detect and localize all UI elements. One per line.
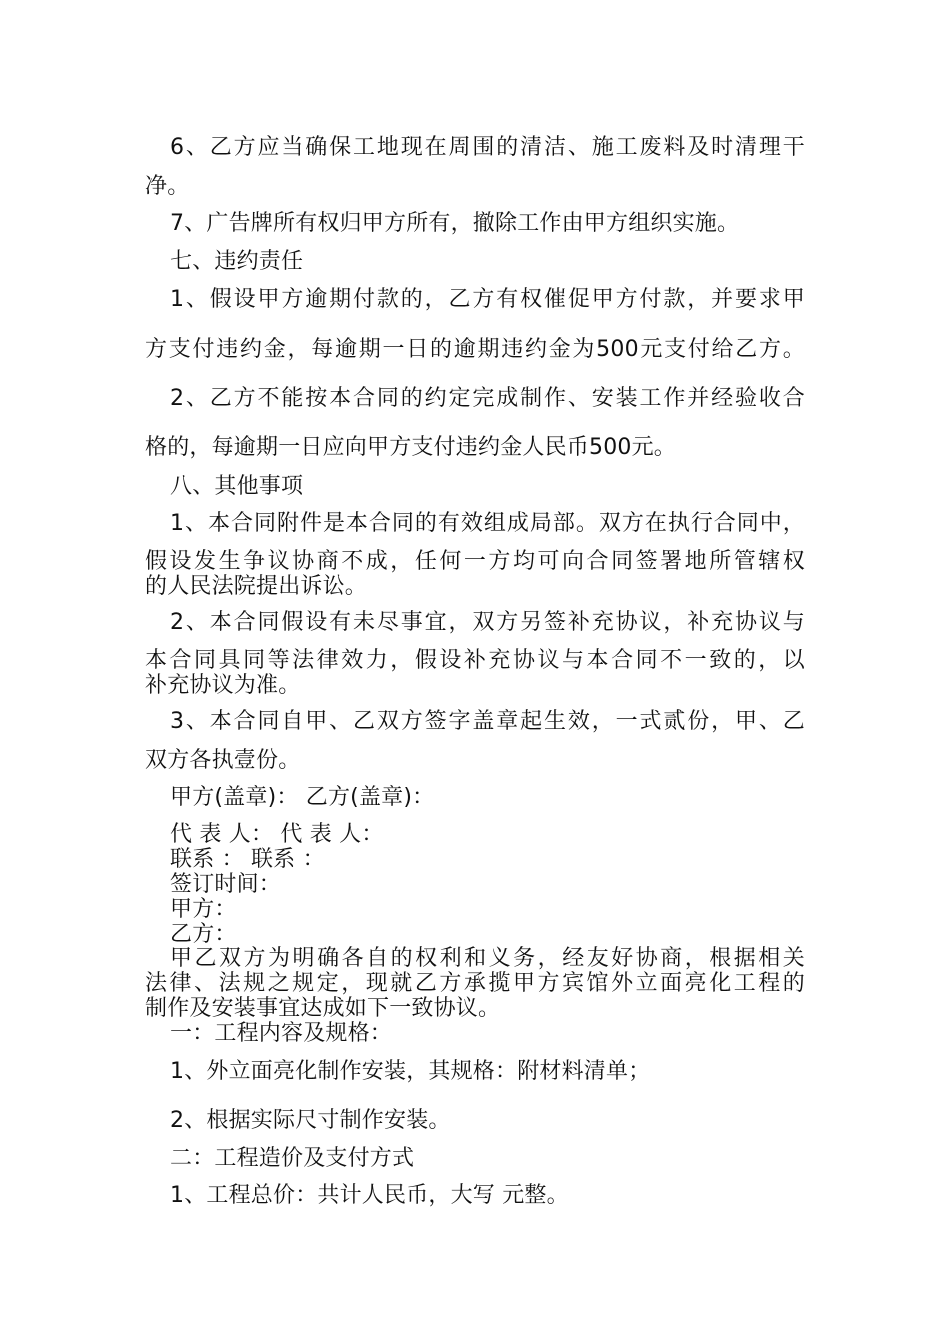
paragraph-line: 2、本合同假设有未尽事宜，双方另签补充协议，补充协议与 — [170, 610, 805, 635]
section-heading: 七、违约责任 — [170, 249, 304, 274]
section-heading: 二：工程造价及支付方式 — [170, 1146, 415, 1171]
paragraph-line: 法律、法规之规定，现就乙方承揽甲方宾馆外立面亮化工程的 — [145, 971, 805, 996]
signature-line: 代 表 人： 代 表 人： — [170, 822, 384, 847]
paragraph-line: 1、假设甲方逾期付款的，乙方有权催促甲方付款，并要求甲 — [170, 287, 805, 312]
paragraph-line: 的人民法院提出诉讼。 — [145, 574, 368, 599]
paragraph-line: 假设发生争议协商不成，任何一方均可向合同签署地所管辖权 — [145, 549, 805, 574]
paragraph-line: 本合同具同等法律效力，假设补充协议与本合同不一致的，以 — [145, 648, 805, 673]
paragraph-line: 3、本合同自甲、乙双方签字盖章起生效，一式贰份，甲、乙 — [170, 709, 805, 734]
paragraph-line: 制作及安装事宜达成如下一致协议。 — [145, 996, 501, 1021]
paragraph-line: 格的，每逾期一日应向甲方支付违约金人民币500元。 — [145, 435, 676, 460]
signature-line: 联系 ： 联系 ： — [170, 847, 325, 872]
paragraph-line: 1、本合同附件是本合同的有效组成局部。双方在执行合同中， — [170, 511, 805, 536]
paragraph-line: 7、广告牌所有权归甲方所有，撤除工作由甲方组织实施。 — [170, 211, 740, 236]
paragraph-line: 净。 — [145, 174, 190, 199]
signature-line: 签订时间： — [170, 872, 282, 897]
signature-line: 甲方(盖章)： 乙方(盖章)： — [170, 785, 435, 810]
paragraph-line: 1、工程总价：共计人民币，大写 元整。 — [170, 1183, 569, 1208]
paragraph-line: 甲乙双方为明确各自的权利和义务，经友好协商，根据相关 — [170, 946, 805, 971]
paragraph-line: 方支付违约金，每逾期一日的逾期违约金为500元支付给乙方。 — [145, 337, 805, 362]
section-heading: 八、其他事项 — [170, 474, 304, 499]
paragraph-line: 2、根据实际尺寸制作安装。 — [170, 1108, 451, 1133]
signature-line: 甲方： — [170, 897, 237, 922]
paragraph-line: 6、乙方应当确保工地现在周围的清洁、施工废料及时清理干 — [170, 135, 805, 160]
paragraph-line: 补充协议为准。 — [145, 673, 301, 698]
paragraph-line: 1、外立面亮化制作安装，其规格：附材料清单； — [170, 1059, 651, 1084]
paragraph-line: 双方各执壹份。 — [145, 748, 301, 773]
paragraph-line: 2、乙方不能按本合同的约定完成制作、安装工作并经验收合 — [170, 386, 805, 411]
section-heading: 一：工程内容及规格： — [170, 1021, 393, 1046]
signature-line: 乙方： — [170, 922, 237, 947]
